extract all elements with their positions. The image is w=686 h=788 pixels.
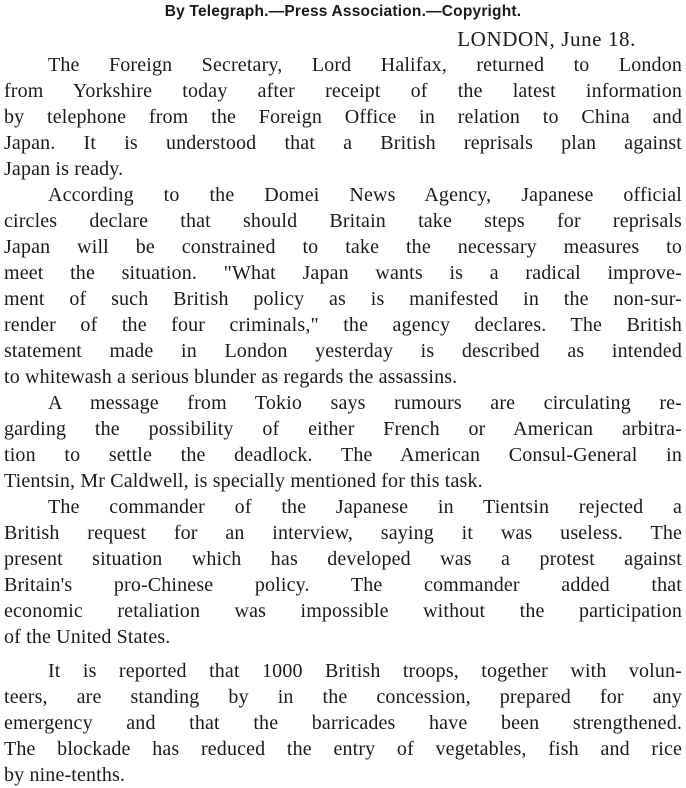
- text-line: emergency and that the barricades have been strengthened.: [4, 712, 682, 734]
- text-line: The commander of the Japanese in Tientsin rejected a: [48, 496, 682, 518]
- text-line: Britain's pro-Chinese policy. The commander added that: [4, 574, 682, 596]
- text-line: circles declare that should Britain take steps for reprisals: [4, 210, 682, 232]
- text-line: meet the situation. "What Japan wants is a radical improve-: [4, 262, 682, 284]
- paragraph-3: [4, 390, 682, 494]
- paragraph-spacer: [4, 650, 682, 658]
- text-line: by nine-tenths.: [4, 764, 126, 786]
- paragraph-2: [4, 182, 682, 390]
- text-line: A message from Tokio says rumours are circulating re-: [48, 392, 682, 414]
- byline: By Telegraph.—Press Association.—Copyright.: [164, 3, 522, 20]
- text-line: economic retaliation was impossible without the participation: [4, 600, 682, 622]
- text-line: Japan is ready.: [4, 158, 124, 180]
- text-line: by telephone from the Foreign Office in relation to China and: [4, 106, 682, 128]
- text-line: It is reported that 1000 British troops, together with volun-: [48, 660, 682, 682]
- paragraph-5: [4, 658, 682, 788]
- text-line: The Foreign Secretary, Lord Halifax, returned to London: [48, 54, 682, 76]
- text-line: Tientsin, Mr Caldwell, is specially mentioned for this task.: [4, 470, 483, 492]
- text-line: According to the Domei News Agency, Japanese official: [48, 184, 682, 206]
- text-line: British request for an interview, saying it was useless. The: [4, 522, 682, 544]
- text-line: to whitewash a serious blunder as regards the assassins.: [4, 366, 458, 388]
- text-line: present situation which has developed was a protest against: [4, 548, 682, 570]
- text-line: Japan. It is understood that a British reprisals plan against: [4, 132, 682, 154]
- paragraph-4: [4, 494, 682, 650]
- text-line: garding the possibility of either French or American arbitra-: [4, 418, 682, 440]
- dateline: LONDON, June 18.: [457, 27, 636, 51]
- text-line: statement made in London yesterday is described as intended: [4, 340, 682, 362]
- text-line: ment of such British policy as is manifested in the non-sur-: [4, 288, 682, 310]
- text-line: tion to settle the deadlock. The American Consul-General in: [4, 444, 682, 466]
- text-line: from Yorkshire today after receipt of the latest information: [4, 80, 682, 102]
- text-line: render of the four criminals," the agency declares. The British: [4, 314, 682, 336]
- text-line: teers, are standing by in the concession, prepared for any: [4, 686, 682, 708]
- paragraph-1: [4, 52, 682, 182]
- text-line: of the United States.: [4, 626, 171, 648]
- text-line: The blockade has reduced the entry of vegetables, fish and rice: [4, 738, 682, 760]
- text-line: Japan will be constrained to take the necessary measures to: [4, 236, 682, 258]
